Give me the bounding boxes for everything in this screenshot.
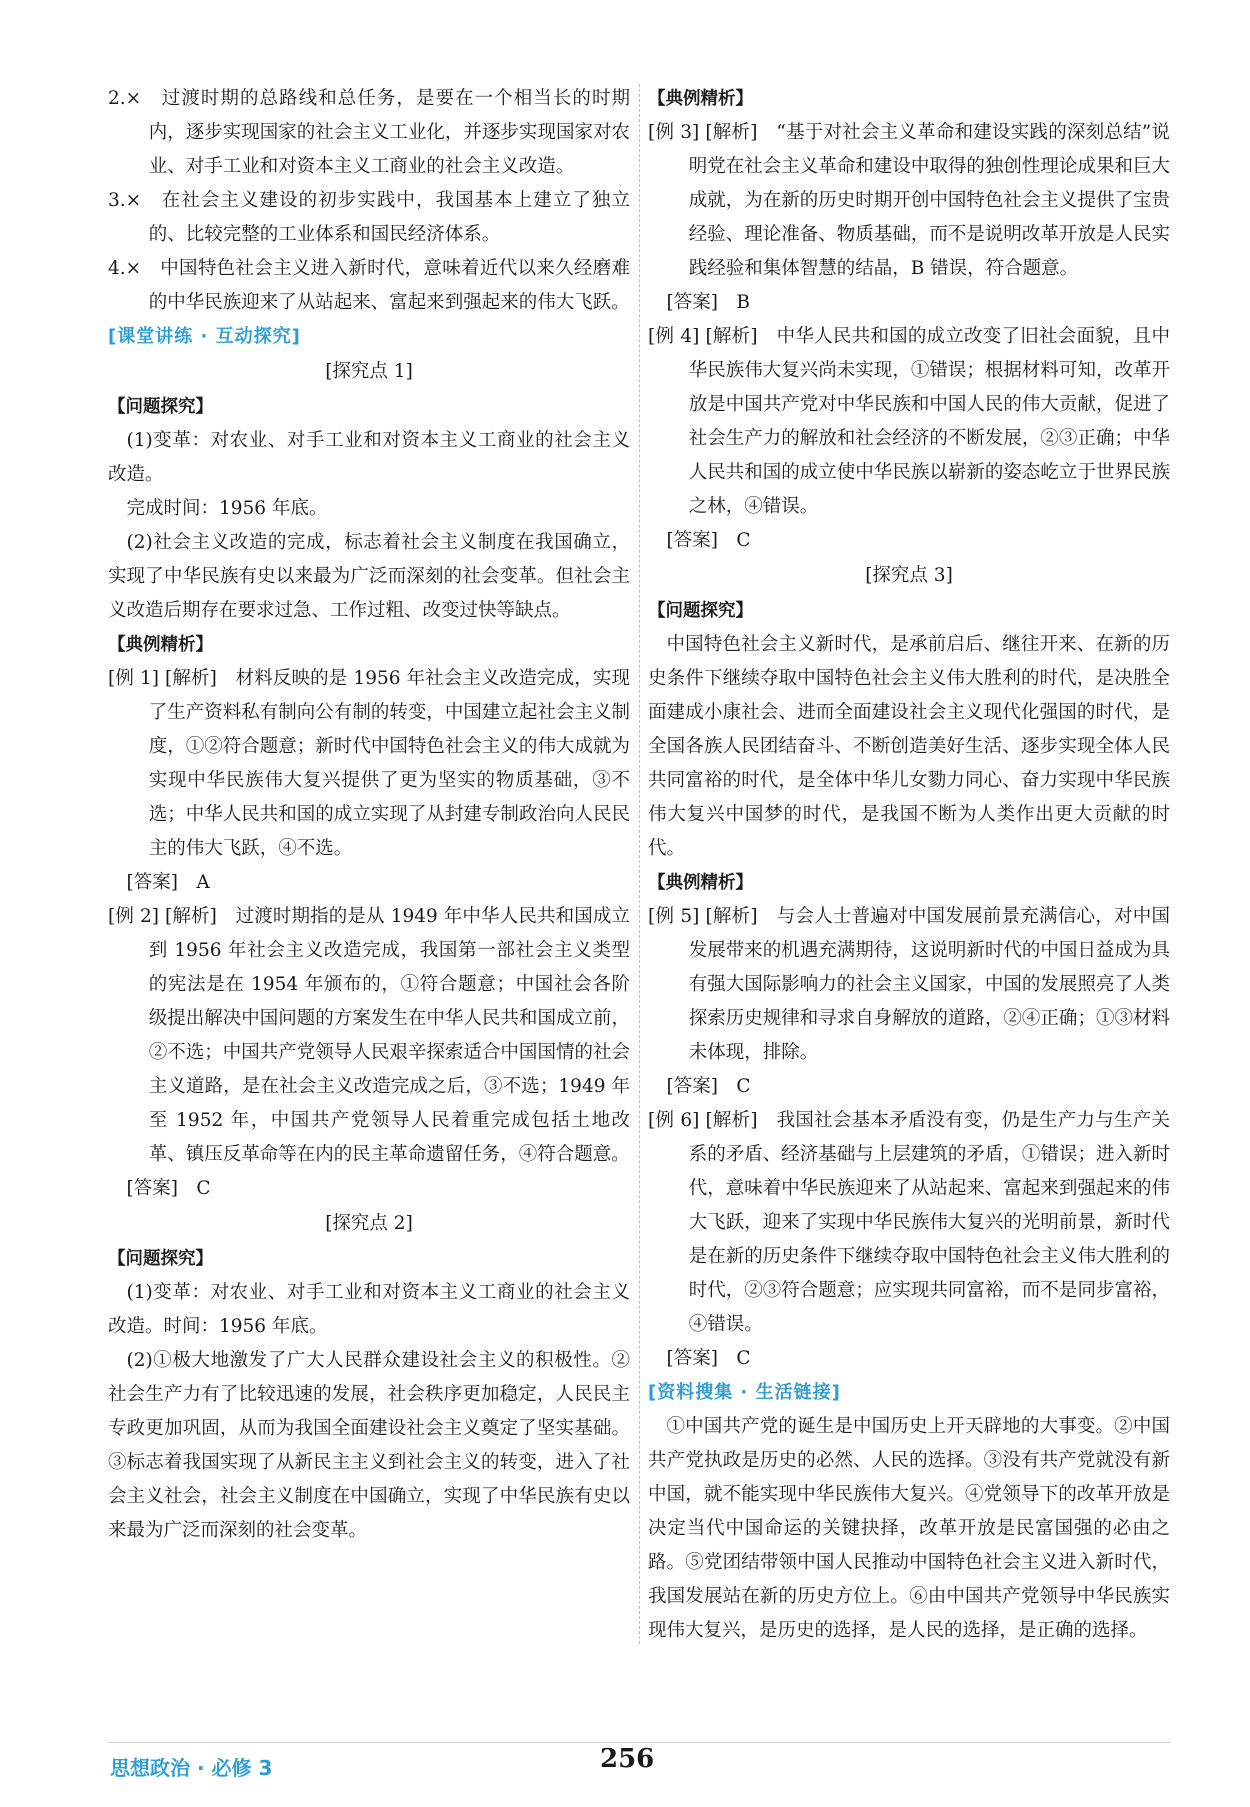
explore3-text: 中国特色社会主义新时代，是承前启后、继往开来、在新的历史条件下继续夺取中国特色社会主义伟大胜利的时代，是决胜全面建成小康社会、进而全面建设社会主义现代化强国的时代，是全国各族人民团结奋斗、不断创造美好生活、逐步实现全体人民共同富裕的时代，是全体中华儿女勠力同心、奋力实现中华民族伟大复兴中国梦的时代，是我国不断为人类作出更大贡献的时代。 (648, 634, 1170, 859)
column-divider (639, 84, 640, 1644)
example-5: [例 5] [解析] 与会人士普遍对中国发展前景充满信心，对中国发展带来的机遇充满期待，这说明新时代的中国日益成为具有强大国际影响力的社会主义国家，中国的发展照亮了人类探索历史规律和寻求自身解放的道路，②④正确；①③材料未体现，排除。 (648, 906, 1170, 1063)
page-number: 256 (600, 1744, 655, 1774)
explore1-text-1: (1)变革：对农业、对手工业和对资本主义工商业的社会主义改造。 (108, 430, 630, 485)
explore1-text-2: 完成时间：1956 年底。 (126, 498, 328, 519)
question-explore-heading: 【问题探究】 (108, 397, 213, 417)
answer-item-4: 4.× 中国特色社会主义进入新时代，意味着近代以来久经磨难的中华民族迎来了从站起来、富起来到强起来的伟大飞跃。 (108, 258, 630, 313)
example-1: [例 1] [解析] 材料反映的是 1956 年社会主义改造完成，实现了生产资料私有制向公有制的转变，中国建立起社会主义制度，①②符合题意；新时代中国特色社会主义的伟大成就为实现中华民族伟大复兴提供了更为坚实的物质基础，③不选；中华人民共和国的成立实现了从封建专制政治向人民民主的伟大飞跃，④不选。 (108, 668, 630, 859)
section-title: [课堂讲练 · 互动探究] (108, 326, 301, 347)
explore2-text-2: (2)①极大地激发了广大人民群众建设社会主义的积极性。②社会生产力有了比较迅速的发展，社会秩序更加稳定，人民民主专政更加巩固，从而为我国全面建设社会主义奠定了坚实基础。③标志着我国实现了从新民主主义到社会主义的转变，进入了社会主义社会，社会主义制度在中国确立，实现了中华民族有史以来最为广泛而深刻的社会变革。 (108, 1350, 630, 1541)
example-6: [例 6] [解析] 我国社会基本矛盾没有变，仍是生产力与生产关系的矛盾、经济基础与上层建筑的矛盾，①错误；进入新时代，意味着中华民族迎来了从站起来、富起来到强起来的伟大飞跃，迎来了实现中华民族伟大复兴的光明前景，新时代是在新的历史条件下继续夺取中国特色社会主义伟大胜利的时代，②③符合题意；应实现共同富裕，而不是同步富裕，④错误。 (648, 1110, 1170, 1335)
footer-subject: 思想政治 · 必修 3 (110, 1756, 273, 1780)
answer-item-3: 3.× 在社会主义建设的初步实践中，我国基本上建立了独立的、比较完整的工业体系和国民经济体系。 (108, 190, 630, 245)
section-banner (108, 320, 630, 354)
question-explore-heading-2: 【问题探究】 (108, 1249, 213, 1269)
explore2-text-1: (1)变革：对农业、对手工业和对资本主义工商业的社会主义改造。时间：1956 年底。 (108, 1282, 630, 1337)
question-explore-heading-3: 【问题探究】 (648, 601, 753, 621)
example-analysis-heading-3: 【典例精析】 (648, 873, 753, 893)
explore-point-3: [探究点 3] (865, 565, 953, 586)
footer-rule (108, 1742, 1170, 1743)
explore-point-2: [探究点 2] (325, 1213, 413, 1234)
example-2: [例 2] [解析] 过渡时期指的是从 1949 年中华人民共和国成立到 1956 年社会主义改造完成，我国第一部社会主义类型的宪法是在 1954 年颁布的，①符合题意；中国社会各阶级提出解决中国问题的方案发生在中华人民共和国成立前，②不选；中国共产党领导人民艰辛探索适合中国国情的社会主义道路，是在社会主义改造完成之后，③不选；1949 年至 1952 年，中国共产党领导人民着重完成包括土地改革、镇压反革命等在内的民主革命遗留任务，④符合题意。 (108, 906, 630, 1165)
collect-text: ①中国共产党的诞生是中国历史上开天辟地的大事变。②中国共产党执政是历史的必然、人民的选择。③没有共产党就没有新中国，就不能实现中华民族伟大复兴。④党领导下的改革开放是决定当代中国命运的关键抉择，改革开放是民富国强的必由之路。⑤党团结带领中国人民推动中国特色社会主义进入新时代，我国发展站在新的历史方位上。⑥由中国共产党领导中华民族实现伟大复兴，是历史的选择，是人民的选择，是正确的选择。 (648, 1416, 1170, 1641)
section-banner-2 (648, 1376, 1170, 1410)
right-column (648, 82, 1170, 1648)
example-analysis-heading: 【典例精析】 (108, 635, 213, 655)
example-3: [例 3] [解析] “基于对社会主义革命和建设实践的深刻总结”说明党在社会主义革命和建设中取得的独创性理论成果和巨大成就，为在新的历史时期开创中国特色社会主义提供了宝贵经验、理论准备、物质基础，而不是说明改革开放是人民实践经验和集体智慧的结晶，B 错误，符合题意。 (648, 122, 1170, 279)
left-column (108, 82, 630, 1548)
answer-4: [答案] C (666, 530, 751, 551)
answer-1: [答案] A (126, 872, 210, 893)
example-analysis-heading-2: 【典例精析】 (648, 89, 753, 109)
answer-5: [答案] C (666, 1076, 751, 1097)
answer-item-2: 2.× 过渡时期的总路线和总任务，是要在一个相当长的时期内，逐步实现国家的社会主义工业化，并逐步实现国家对农业、对手工业和对资本主义工商业的社会主义改造。 (108, 88, 630, 177)
example-4: [例 4] [解析] 中华人民共和国的成立改变了旧社会面貌，且中华民族伟大复兴尚未实现，①错误；根据材料可知，改革开放是中国共产党对中华民族和中国人民的伟大贡献，促进了社会生产力的解放和社会经济的不断发展，②③正确；中华人民共和国的成立使中华民族以崭新的姿态屹立于世界民族之林，④错误。 (648, 326, 1170, 517)
explore1-text-3: (2)社会主义改造的完成，标志着社会主义制度在我国确立，实现了中华民族有史以来最为广泛而深刻的社会变革。但社会主义改造后期存在要求过急、工作过粗、改变过快等缺点。 (108, 532, 630, 621)
explore-point-1: [探究点 1] (325, 361, 413, 382)
answer-3: [答案] B (666, 292, 751, 313)
answer-6: [答案] C (666, 1348, 751, 1369)
answer-2: [答案] C (126, 1178, 211, 1199)
section-title-2: [资料搜集 · 生活链接] (648, 1382, 841, 1403)
